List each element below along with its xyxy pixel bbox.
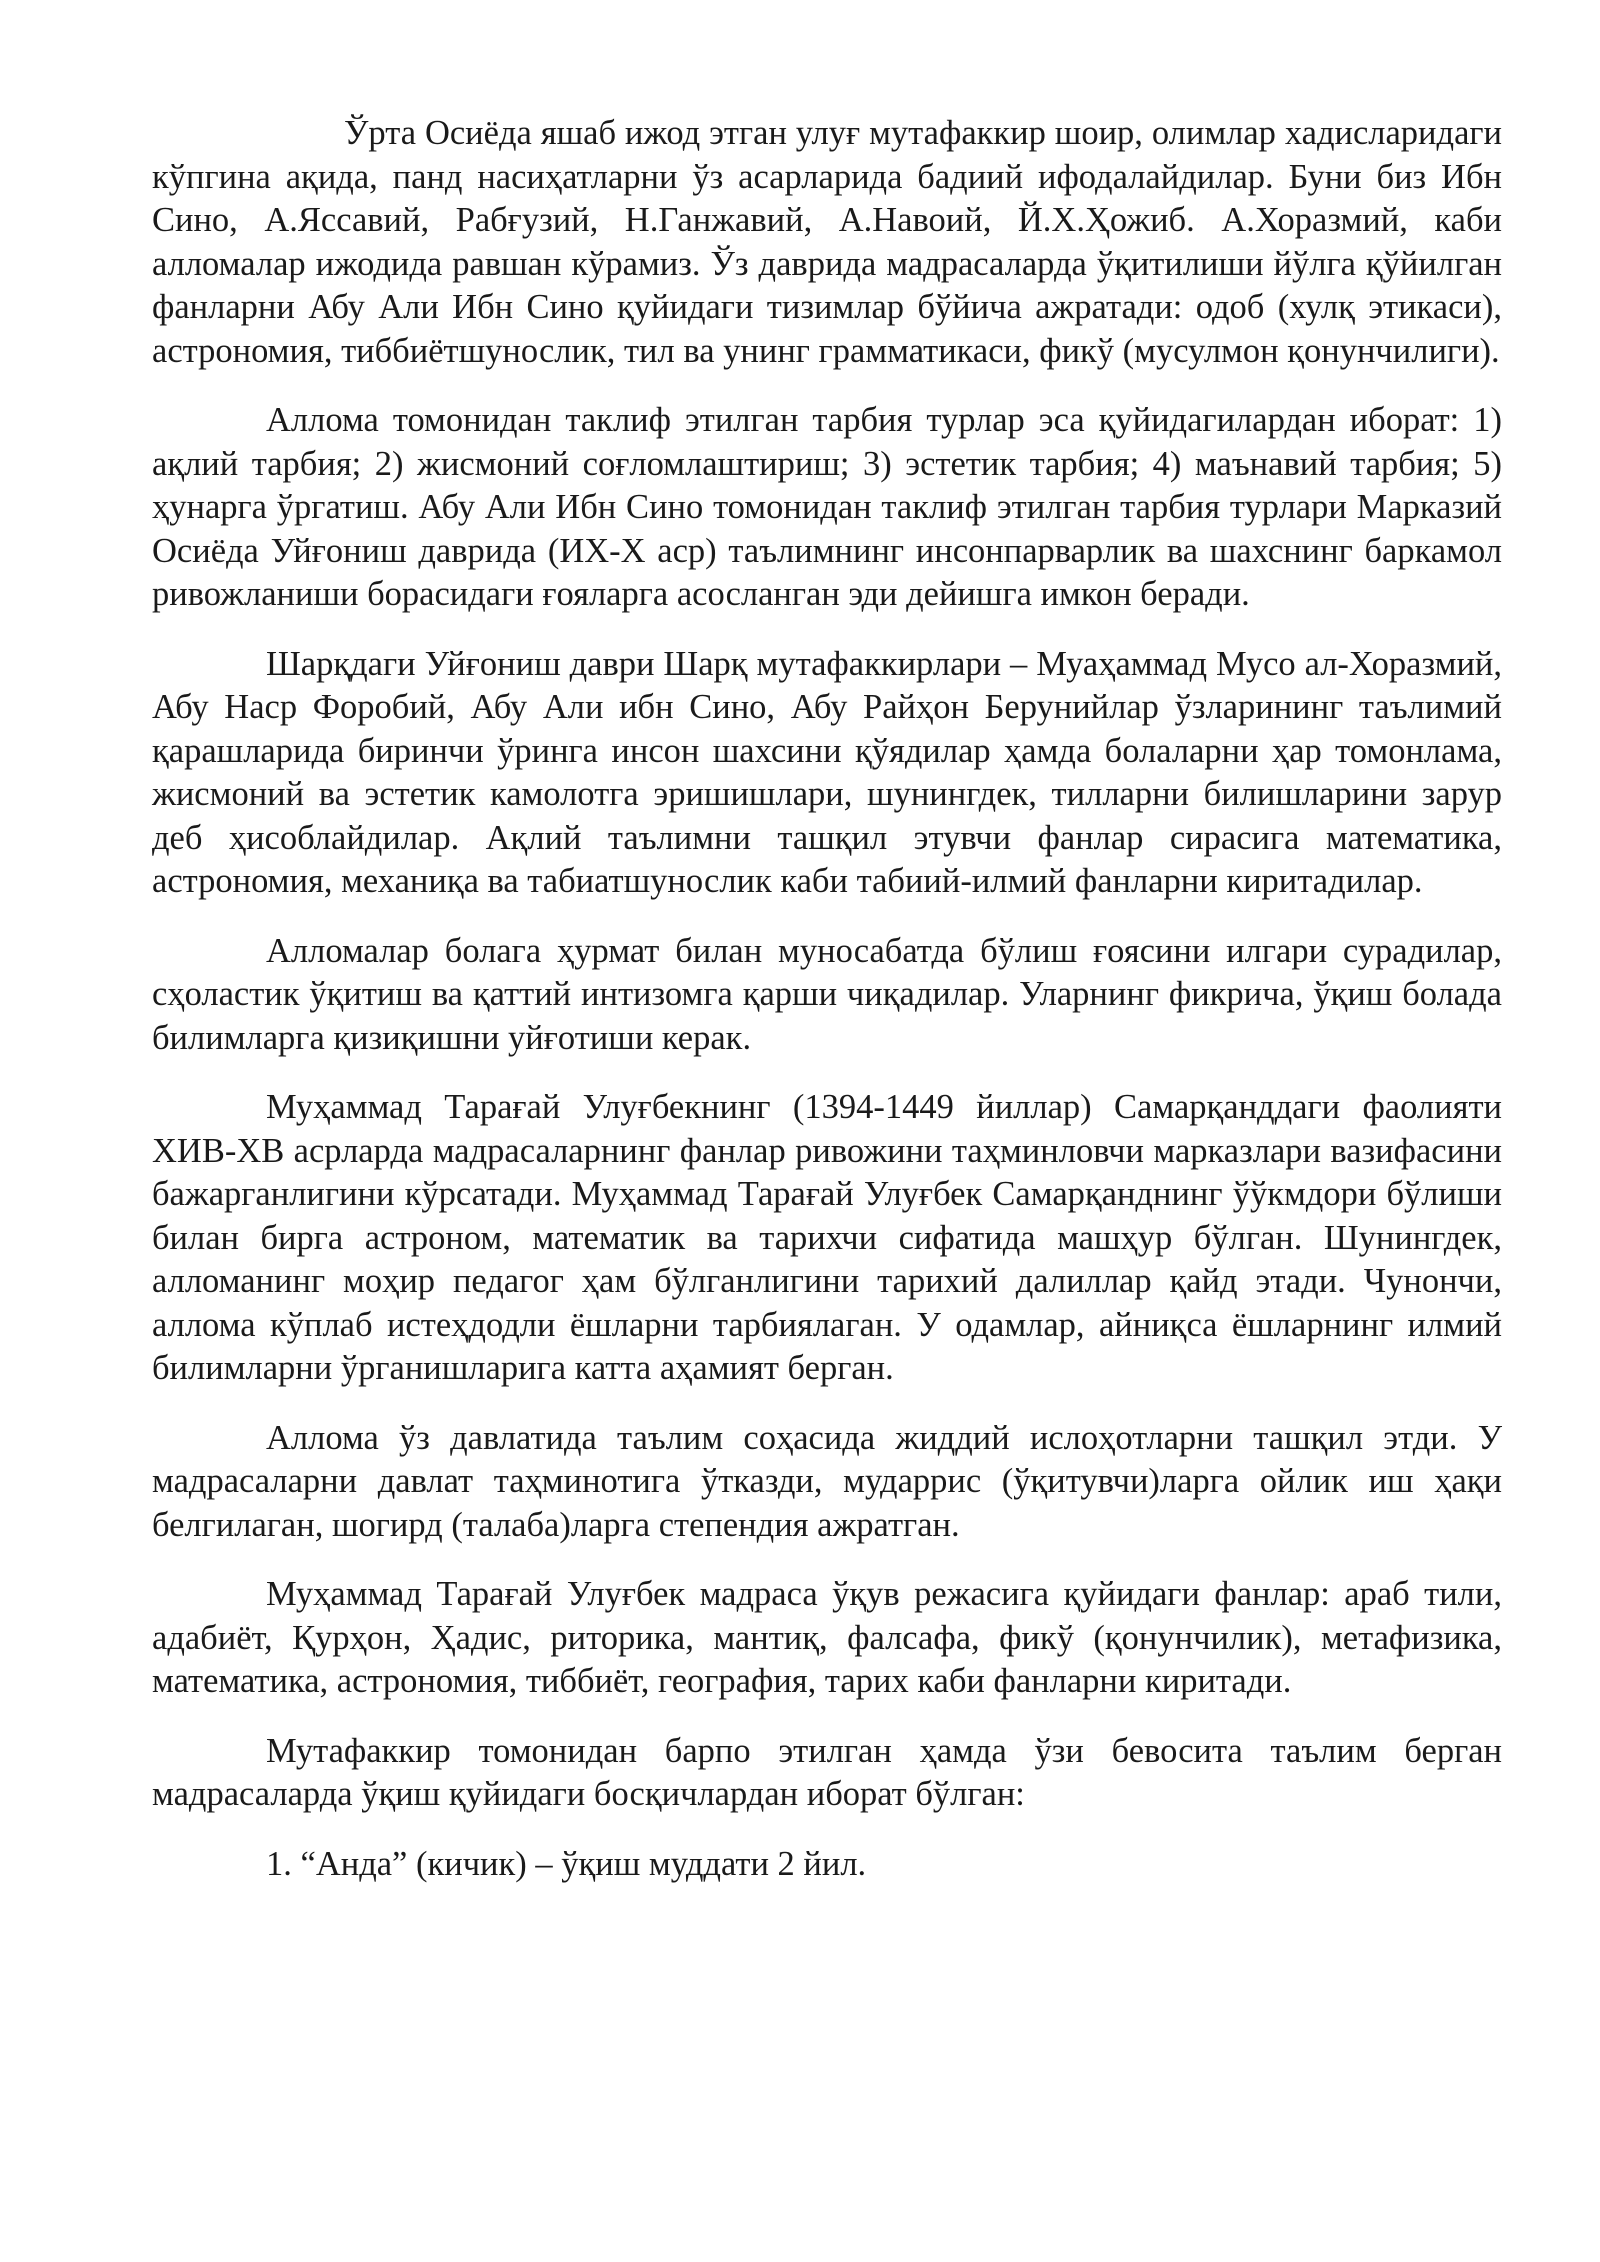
list-item: 1. “Анда” (кичик) – ўқиш муддати 2 йил. <box>266 1844 867 1883</box>
paragraph: Муҳаммад Тарағай Улуғбекнинг (1394-1449 йиллар) Самарқанддаги фаолияти ХИВ-ХВ асрларда мадрасаларнинг фанлар ривожини таҳминловчи марказлари вазифасини бажарганлигини кўрсатади. Муҳаммад Тарағай Улуғбек Самарқанднинг ўўкмдори бўлиши билан бирга астроном, математик ва тарихчи сифатида машҳур бўлган. Шунингдек, алломанинг моҳир педагог ҳам бўлганлигини тарихий далиллар қайд этади. Чунончи, аллома кўплаб истеҳдодли ёшларни тарбиялаган. У одамлар, айниқса ёшларнинг илмий билимларни ўрганишларига катта аҳамият берган. <box>152 1088 1502 1387</box>
paragraph: Аллома томонидан таклиф этилган тарбия турлар эса қуйидагилардан иборат: 1) ақлий тарбия; 2) жисмоний соғломлаштириш; 3) эстетик тарбия; 4) маънавий тарбия; 5) ҳунарга ўргатиш. Абу Али Ибн Сино томонидан таклиф этилган тарбия турлари Марказий Осиёда Уйғониш даврида (ИХ-Х аср) таълимнинг инсонпарварлик ва шахснинг баркамол ривожланиши борасидаги ғояларга асосланган эди дейишга имкон беради. <box>152 401 1502 613</box>
paragraph: Ўрта Осиёда яшаб ижод этган улуғ мутафаккир шоир, олимлар хадисларидаги кўпгина ақида, панд насиҳатларни ўз асарларида бадиий ифодалайдилар. Буни биз Ибн Сино, А.Яссавий, Рабғузий, Н.Ганжавий, А.Навоий, Й.Х.Ҳожиб. А.Хоразмий, каби алломалар ижодида равшан кўрамиз. Ўз даврида мадрасаларда ўқитилиши йўлга қўйилган фанларни Абу Али Ибн Сино қуйидаги тизимлар бўйича ажратади: одоб (хулқ этикаси), астрономия, тиббиётшунослик, тил ва унинг грамматикаси, фикў (мусулмон қонунчилиги). <box>152 114 1502 370</box>
paragraph: Шарқдаги Уйғониш даври Шарқ мутафаккирлари – Муаҳаммад Мусо ал-Хоразмий, Абу Наср Форобий, Абу Али ибн Сино, Абу Райҳон Берунийлар ўзларининг таълимий қарашларида биринчи ўринга инсон шахсини қўядилар ҳамда болаларни ҳар томонлама, жисмоний ва эстетик камолотга эришишлари, шунингдек, тилларни билишларини зарур деб ҳисоблайдилар. Ақлий таълимни ташқил этувчи фанлар сирасига математика, астрономия, механиқа ва табиатшунослик каби табиий-илмий фанларни киритадилар. <box>152 644 1502 900</box>
paragraph: Мутафаккир томонидан барпо этилган ҳамда ўзи бевосита таълим берган мадрасаларда ўқиш қуйидаги босқичлардан иборат бўлган: <box>152 1731 1502 1813</box>
paragraph: Алломалар болага ҳурмат билан муносабатда бўлиш ғоясини илгари сурадилар, сҳоластик ўқитиш ва қаттий интизомга қарши чиқадилар. Уларнинг фикрича, ўқиш болада билимларга қизиқишни уйғотиши керак. <box>152 931 1502 1057</box>
paragraph: Муҳаммад Тарағай Улуғбек мадраса ўқув режасига қуйидаги фанлар: араб тили, адабиёт, Қурҳон, Ҳадис, риторика, мантиқ, фалсафа, фикў (қонунчилик), метафизика, математика, астрономия, тиббиёт, география, тарих каби фанларни киритади. <box>152 1575 1502 1700</box>
paragraph: Аллома ўз давлатида таълим соҳасида жиддий ислоҳотларни ташқил этди. У мадрасаларни давлат таҳминотига ўтказди, мударрис (ўқитувчи)ларга ойлик иш ҳақи белгилаган, шогирд (талаба)ларга степендия ажратган. <box>152 1418 1502 1544</box>
document-body <box>152 112 1502 1912</box>
